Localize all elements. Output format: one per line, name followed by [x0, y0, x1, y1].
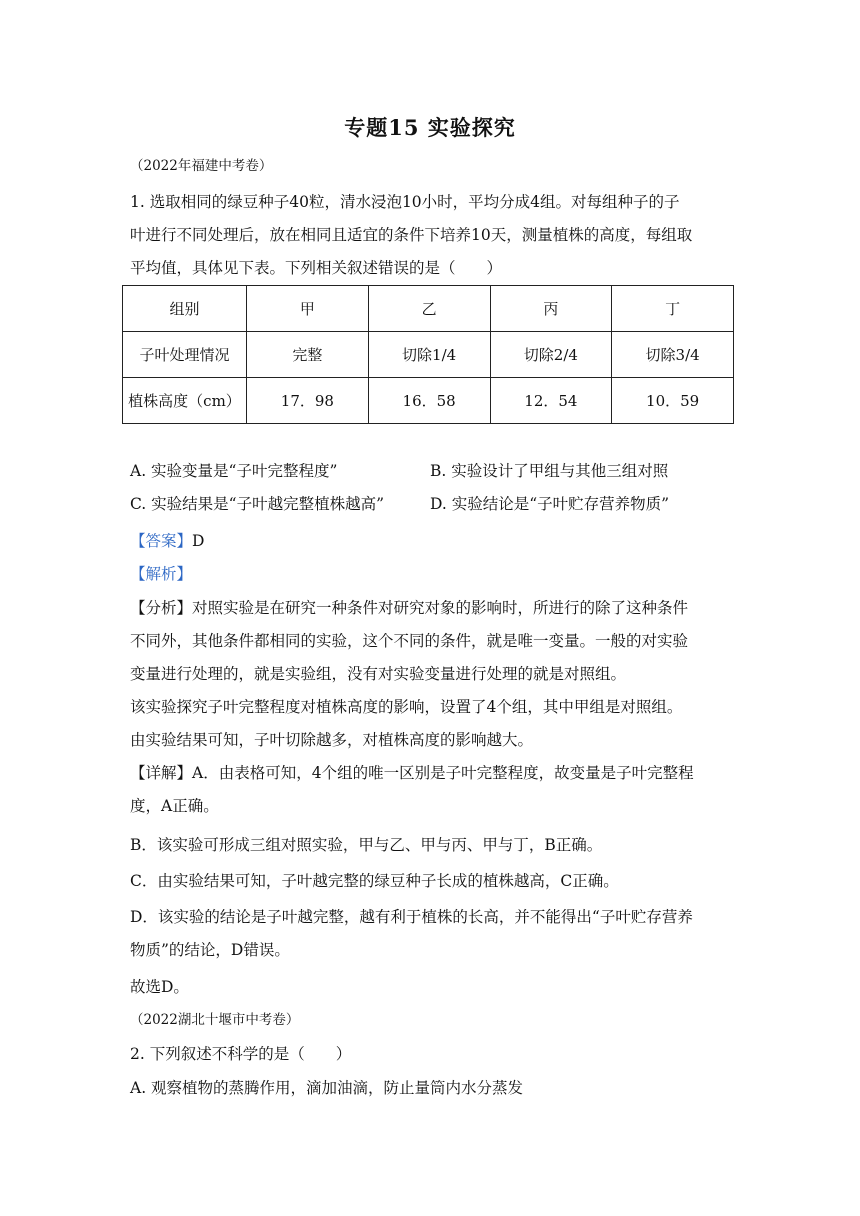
table-row	[123, 378, 734, 424]
xiangjie-tag: 【详解】	[130, 764, 193, 782]
xiangjie-line-6: 物质”的结论，D错误。	[130, 941, 290, 959]
xiangjie-text: A．由表格可知，4个组的唯一区别是子叶完整程度，故变量是子叶完整程	[192, 764, 694, 782]
table-cell: 植株高度（cm）	[123, 378, 247, 424]
question-2-source: （2022湖北十堰市中考卷）	[130, 1012, 300, 1028]
page-title: 专题15 实验探究	[344, 115, 516, 140]
question-1-stem-line-2: 叶进行不同处理后，放在相同且适宜的条件下培养10天，测量植株的高度，每组取	[130, 226, 693, 244]
fenxi-line-3: 变量进行处理的，就是实验组，没有对实验变量进行处理的就是对照组。	[130, 665, 627, 683]
table-cell: 16．58	[368, 378, 490, 424]
answer-line	[130, 525, 740, 558]
table-cell: 乙	[368, 286, 490, 332]
experiment-table	[122, 285, 734, 424]
table-cell: 17．98	[247, 378, 369, 424]
table-cell: 甲	[247, 286, 369, 332]
option-d: D. 实验结论是“子叶贮存营养物质”	[430, 495, 670, 513]
table-cell: 切除3/4	[612, 332, 734, 378]
question-1-stem-line-1: 1. 选取相同的绿豆种子40粒，清水浸泡10小时，平均分成4组。对每组种子的子	[130, 193, 680, 211]
question-2-stem: 2. 下列叙述不科学的是（ ）	[130, 1045, 352, 1063]
analysis-tag: 【解析】	[130, 565, 193, 583]
question-1-stem-line-3: 平均值，具体见下表。下列相关叙述错误的是（ ）	[130, 259, 503, 277]
xiangjie-line-1	[130, 757, 740, 790]
xiangjie-line-4: C．由实验结果可知，子叶越完整的绿豆种子长成的植株越高，C正确。	[130, 872, 619, 890]
fenxi-text: 对照实验是在研究一种条件对研究对象的影响时，所进行的除了这种条件	[192, 599, 689, 617]
xiangjie-line-2: 度，A正确。	[130, 797, 219, 815]
answer-value: D	[192, 532, 205, 550]
fenxi-line-2: 不同外，其他条件都相同的实验，这个不同的条件，就是唯一变量。一般的对实验	[130, 632, 689, 650]
table-cell: 完整	[247, 332, 369, 378]
table-cell: 丙	[490, 286, 612, 332]
xiangjie-line-5: D．该实验的结论是子叶越完整，越有利于植株的长高，并不能得出“子叶贮存营养	[130, 908, 693, 926]
table-cell: 切除2/4	[490, 332, 612, 378]
question-2-option-a: A. 观察植物的蒸腾作用，滴加油滴，防止量筒内水分蒸发	[130, 1079, 524, 1097]
table-header-row	[123, 286, 734, 332]
table-cell: 子叶处理情况	[123, 332, 247, 378]
option-c: C. 实验结果是“子叶越完整植株越高”	[130, 495, 385, 513]
fenxi-line-5: 由实验结果可知，子叶切除越多，对植株高度的影响越大。	[130, 731, 534, 749]
table-cell: 丁	[612, 286, 734, 332]
option-a: A. 实验变量是“子叶完整程度”	[130, 462, 338, 480]
table-cell: 12．54	[490, 378, 612, 424]
table-cell: 组别	[123, 286, 247, 332]
fenxi-tag: 【分析】	[130, 599, 193, 617]
option-b: B. 实验设计了甲组与其他三组对照	[430, 462, 669, 480]
answer-tag: 【答案】	[130, 532, 193, 550]
fenxi-line-1	[130, 592, 740, 625]
question-1-source: （2022年福建中考卷）	[130, 158, 273, 174]
table-cell: 切除1/4	[368, 332, 490, 378]
table-cell: 10．59	[612, 378, 734, 424]
table-row	[123, 332, 734, 378]
xiangjie-line-3: B．该实验可形成三组对照实验，甲与乙、甲与丙、甲与丁，B正确。	[130, 836, 603, 854]
fenxi-line-4: 该实验探究子叶完整程度对植株高度的影响，设置了4个组，其中甲组是对照组。	[130, 698, 683, 716]
xiangjie-line-7: 故选D。	[130, 978, 189, 996]
